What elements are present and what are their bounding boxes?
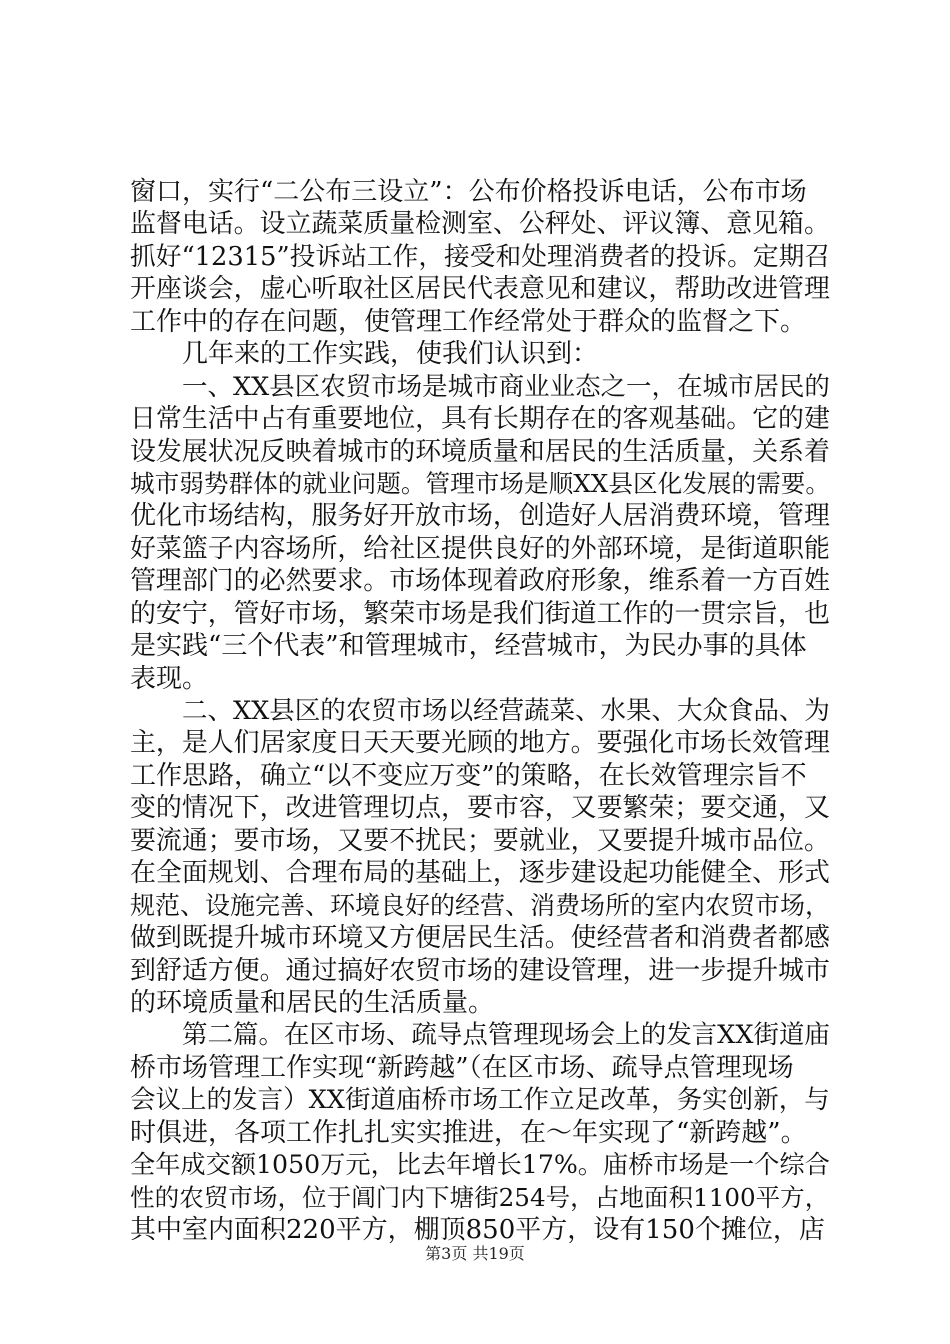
text-line: 会议上的发言）XX街道庙桥市场工作立足改革，务实创新，与	[130, 1085, 830, 1116]
text-line: 变的情况下，改进管理切点，要市容，又要繁荣；要交通，又	[130, 793, 830, 824]
document-body	[130, 176, 830, 1246]
text-line: 是实践“三个代表”和管理城市，经营城市，为民办事的具体	[130, 631, 807, 662]
text-line: 二、XX县区的农贸市场以经营蔬菜、水果、大众食品、为	[182, 696, 830, 726]
text-line: 一、XX县区农贸市场是城市商业业态之一，在城市居民的	[182, 371, 830, 402]
text-line: 的安宁，管好市场，繁荣市场是我们街道工作的一贯宗旨，也	[130, 598, 830, 629]
page-number-footer: 第3页 共19页	[425, 1244, 525, 1263]
text-line: 到舒适方便。通过搞好农贸市场的建设管理，进一步提升城市	[130, 955, 830, 986]
text-line: 做到既提升城市环境又方便居民生活。使经营者和消费者都感	[130, 923, 830, 954]
text-line: 窗口，实行“二公布三设立”：公布价格投诉电话，公布市场	[130, 177, 807, 207]
text-line: 主，是人们居家度日天天要光顾的地方。要强化市场长效管理	[130, 728, 830, 759]
text-line: 好菜篮子内容场所，给社区提供良好的外部环境，是街道职能	[130, 533, 830, 564]
text-line: 性的农贸市场，位于阊门内下塘街254号，占地面积1100平方，	[130, 1182, 830, 1212]
text-line: 全年成交额1050万元，比去年增长17%。庙桥市场是一个综合	[130, 1150, 830, 1180]
text-line: 第二篇。在区市场、疏导点管理现场会上的发言XX街道庙	[182, 1020, 830, 1051]
text-line: 其中室内面积220平方，棚顶850平方，设有150个摊位，店	[130, 1215, 825, 1245]
text-line: 几年来的工作实践，使我们认识到：	[182, 339, 599, 370]
text-line: 日常生活中占有重要地位，具有长期存在的客观基础。它的建	[130, 404, 830, 435]
text-line: 抓好“12315”投诉站工作，接受和处理消费者的投诉。定期召	[130, 241, 831, 272]
text-line: 设发展状况反映着城市的环境质量和居民的生活质量，关系着	[130, 436, 830, 467]
text-line: 表现。	[130, 663, 209, 694]
text-line: 在全面规划、合理布局的基础上，逐步建设起功能健全、形式	[130, 858, 830, 889]
text-line: 时俱进，各项工作扎扎实实推进，在～年实现了“新跨越”。	[130, 1117, 807, 1148]
text-line: 优化市场结构，服务好开放市场，创造好人居消费环境，管理	[130, 501, 830, 532]
text-line: 开座谈会，虚心听取社区居民代表意见和建议，帮助改进管理	[130, 274, 830, 305]
text-line: 城市弱势群体的就业问题。管理市场是顺XX县区化发展的需要。	[130, 468, 830, 498]
text-line: 监督电话。设立蔬菜质量检测室、公秤处、评议簿、意见箱。	[130, 209, 830, 240]
text-line: 的环境质量和居民的生活质量。	[130, 987, 495, 1018]
text-line: 要流通；要市场，又要不扰民；要就业，又要提升城市品位。	[130, 825, 830, 856]
text-line: 桥市场管理工作实现“新跨越”（在区市场、疏导点管理现场	[130, 1052, 794, 1083]
text-line: 管理部门的必然要求。市场体现着政府形象，维系着一方百姓	[130, 566, 830, 597]
text-line: 规范、设施完善、环境良好的经营、消费场所的室内农贸市场，	[130, 890, 831, 920]
text-line: 工作思路，确立“以不变应万变”的策略，在长效管理宗旨不	[130, 760, 807, 791]
text-line: 工作中的存在问题，使管理工作经常处于群众的监督之下。	[130, 306, 807, 337]
